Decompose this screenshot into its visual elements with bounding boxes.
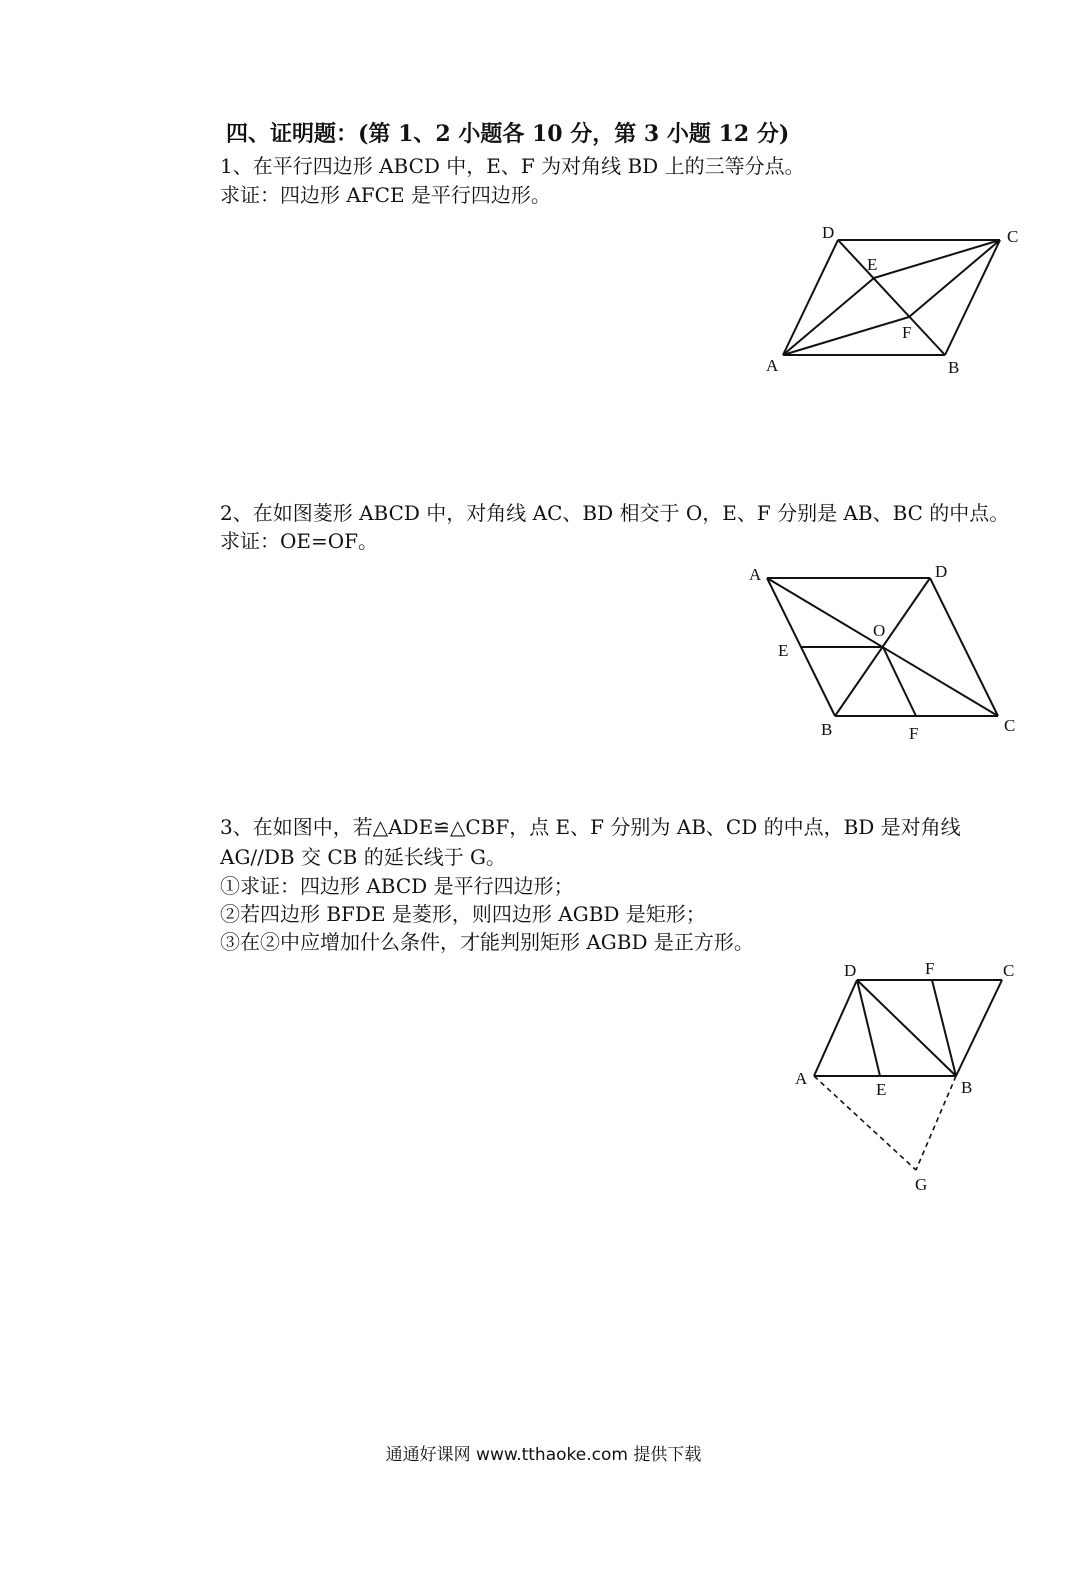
p1-label-e: E	[867, 255, 878, 274]
p2-label-c: C	[1004, 716, 1016, 735]
p2-label-d: D	[935, 562, 948, 581]
p3-side-ad	[814, 980, 857, 1076]
p3-label-f: F	[925, 959, 935, 978]
problem-1-line-2: 求证：四边形 AFCE 是平行四边形。	[220, 183, 551, 207]
problem-3-line-1: 3、在如图中，若△ADE≌△CBF，点 E、F 分别为 AB、CD 的中点，BD 是对角线	[220, 815, 961, 839]
p3-label-b: B	[961, 1078, 973, 1097]
problem-3-line-4: ②若四边形 BFDE 是菱形，则四边形 AGBD 是矩形；	[220, 902, 706, 926]
problem-1-line-1: 1、在平行四边形 ABCD 中，E、F 为对角线 BD 上的三等分点。	[220, 154, 805, 178]
p1-label-d: D	[822, 223, 835, 242]
p2-label-a: A	[749, 565, 762, 584]
problem-3-line-5: ③在②中应增加什么条件，才能判别矩形 AGBD 是正方形。	[220, 930, 754, 954]
problem-3-line-3: ①求证：四边形 ABCD 是平行四边形；	[220, 874, 574, 898]
section-heading: 四、证明题：(第 1、2 小题各 10 分，第 3 小题 12 分)	[226, 121, 790, 147]
p2-label-e: E	[778, 641, 789, 660]
footer-credit: 通通好课网 www.tthaoke.com 提供下载	[385, 1445, 702, 1465]
problem-2-line-2: 求证：OE=OF。	[220, 529, 379, 553]
p1-label-f: F	[902, 323, 912, 342]
p3-label-d: D	[844, 961, 857, 980]
p1-label-c: C	[1007, 227, 1019, 246]
p2-label-f: F	[909, 724, 919, 743]
p3-label-g: G	[915, 1175, 928, 1194]
p3-diagonal-db	[857, 980, 956, 1076]
p3-label-c: C	[1003, 961, 1015, 980]
p1-label-b: B	[948, 358, 960, 377]
p3-dashed-ag	[814, 1076, 916, 1170]
p3-dashed-bg	[916, 1076, 956, 1170]
problem-2-line-1: 2、在如图菱形 ABCD 中，对角线 AC、BD 相交于 O，E、F 分别是 AB、BC 的中点。	[220, 501, 1010, 525]
p2-label-o: O	[873, 621, 886, 640]
p3-label-a: A	[795, 1069, 808, 1088]
p3-side-cb	[956, 980, 1002, 1076]
p3-label-e: E	[876, 1080, 887, 1099]
p3-segment-de	[857, 980, 880, 1076]
p3-segment-fb	[932, 980, 956, 1076]
p2-label-b: B	[821, 720, 833, 739]
p1-label-a: A	[766, 356, 779, 375]
problem-3-line-2: AG//DB 交 CB 的延长线于 G。	[220, 845, 507, 869]
